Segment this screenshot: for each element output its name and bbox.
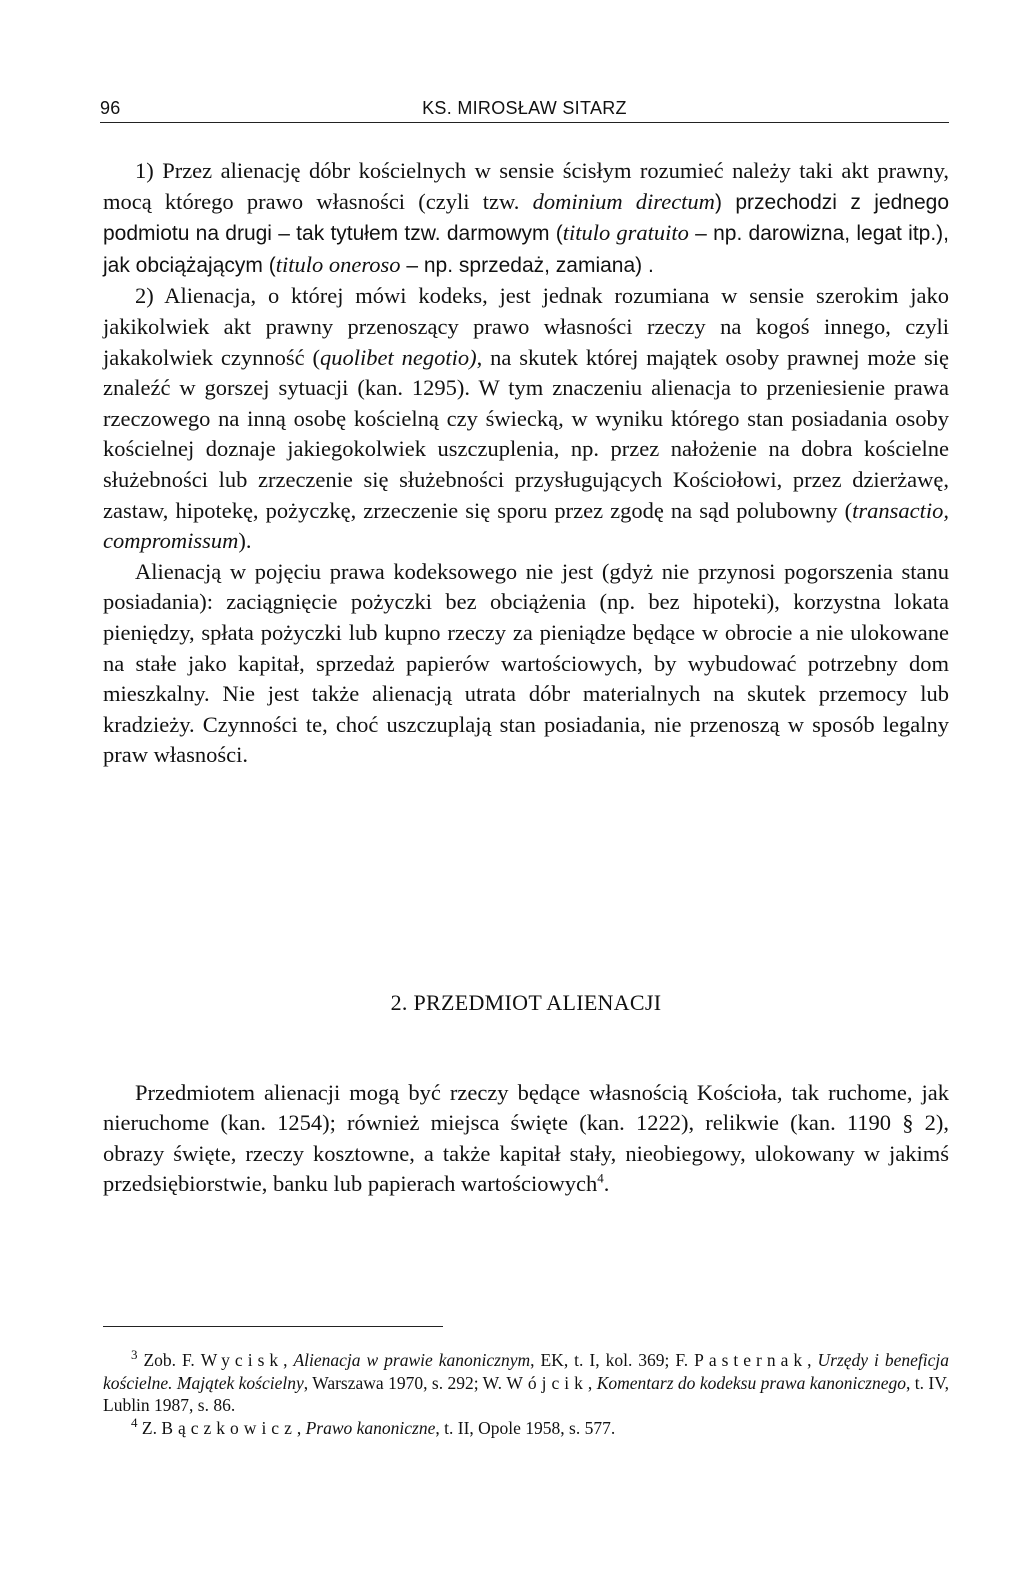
text-run: , t. II, Opole 1958, s. 577.: [435, 1417, 616, 1438]
work-title: Prawo kanoniczne: [305, 1417, 436, 1438]
text-run: Przedmiotem alienacji mogą być rzeczy będące własnością Kościoła, tak ruchome, jak nieruchome (kan. 1254); również miejsca święte (kan. 1222), relikwie (kan. 1190 § 2), obrazy święte, rzeczy kosztowne, a także kapitał stały, nieobiegowy, ulokowany w jakimś przedsiębiorstwie, banku lub papierach wartościowych: [103, 1079, 949, 1197]
text-run: .: [603, 1171, 610, 1197]
text-run: Z.: [137, 1417, 162, 1438]
author-name: Wójcik: [506, 1372, 588, 1393]
footnotes: [103, 1349, 949, 1439]
text-run: ,: [296, 1417, 306, 1438]
author-name: Bączkowicz: [161, 1417, 297, 1438]
text-run: 2) Alienacja, o której mówi kodeks, jest jednak rozumiana w sensie szerokim jako jakikolwiek akt prawny przenoszący prawo własności rzeczy na kogoś innego, czyli jakakolwiek czynność (: [103, 283, 949, 370]
latin-term: titulo oneroso: [275, 251, 401, 277]
text-run: 1) Przez alienację dóbr kościelnych w sensie ścisłym rozumieć należy taki akt prawny, mocą którego prawo własności (czyli tzw.: [103, 158, 949, 214]
work-title: Komentarz do kodeksu prawa kanonicznego: [596, 1372, 906, 1393]
text-run: – np. darowizna, legat itp.), jak obciążającym (: [103, 222, 950, 277]
paragraph-1: [103, 156, 949, 281]
running-title: KS. MIROSŁAW SITARZ: [422, 98, 627, 118]
latin-term: quolibet negotio): [319, 344, 477, 370]
text-run: – np. sprzedaż, zamiana) .: [400, 253, 654, 277]
work-title: Urzędy i beneficja kościelne. Majątek kościelny: [103, 1350, 950, 1393]
section-1-body: [103, 156, 949, 771]
paragraph-3: Alienacją w pojęciu prawa kodeksowego nie jest (gdyż nie przynosi pogorszenia stanu posiadania): zaciągnięcie pożyczki bez obciążenia (np. bez hipoteki), korzystna lokata pieniędzy, spłata pożyczki lub kupno rzeczy za pieniądze będące w obrocie a nie ulokowane na stałe jako kapitał, sprzedaż papierów wartościowych, by wybudować potrzebny dom mieszkalny. Nie jest także alienacją utrata dóbr materialnych na skutek przemocy lub kradzieży. Czynności te, choć uszczuplają stan posiadania, nie przenoszą w sposób legalny praw własności.: [103, 558, 949, 768]
text-run: , Warszawa 1970, s. 292; W.: [303, 1372, 507, 1393]
section-heading: 2. PRZEDMIOT ALIENACJI: [390, 990, 662, 1015]
footnote-ref: 4: [597, 1170, 604, 1186]
text-run: , na skutek której majątek osoby prawnej może się znaleźć w gorszej sytuacji (kan. 1295). W tym znaczeniu alienacja to przeniesienie prawa rzeczowego na inną osobę kościelną czy świecką, w wyniku którego stan posiadania osoby kościelnej doznaje jakiegokolwiek uszczuplenia, np. przez nałożenie na dobra kościelne służebności lub zrzeczenie się służebności przysługujących Kościołowi, przez dzierżawę, zastaw, hipotekę, pożyczkę, zrzeczenie się sporu przez zgodę na sąd polubowny (: [103, 344, 949, 523]
latin-term: transactio, compromissum: [103, 497, 949, 554]
footnote-3: [103, 1349, 949, 1417]
footnote-4: [103, 1414, 949, 1440]
latin-term: dominium directum: [532, 188, 715, 214]
footnote-separator: [103, 1326, 443, 1327]
footnote-mark: 4: [131, 1414, 138, 1430]
text-run: ,: [807, 1350, 818, 1370]
text-run: ) przechodzi z jednego podmiotu na drugi – tak tytułem tzw. darmowym (: [103, 190, 949, 246]
text-run: ).: [238, 528, 252, 554]
text-run: ,: [283, 1350, 294, 1370]
latin-term: titulo gratuito: [562, 220, 689, 246]
text-run: , t. IV, Lublin 1987, s. 86.: [103, 1372, 950, 1415]
author-name: Pasternak: [694, 1350, 808, 1370]
running-header: [100, 94, 949, 123]
text-run: Zob. F.: [137, 1350, 201, 1370]
work-title: Alienacja w prawie kanonicznym: [293, 1350, 531, 1370]
section-2-body: [103, 1055, 949, 1222]
text-run: , EK, t. I, kol. 369; F.: [530, 1350, 695, 1370]
text-run: ,: [587, 1372, 597, 1393]
paragraph-2: [103, 281, 949, 556]
paragraph-4: [103, 1078, 949, 1200]
footnote-mark: 3: [131, 1347, 138, 1363]
author-name: Wycisk: [200, 1350, 284, 1370]
page-number: 96: [100, 98, 121, 118]
